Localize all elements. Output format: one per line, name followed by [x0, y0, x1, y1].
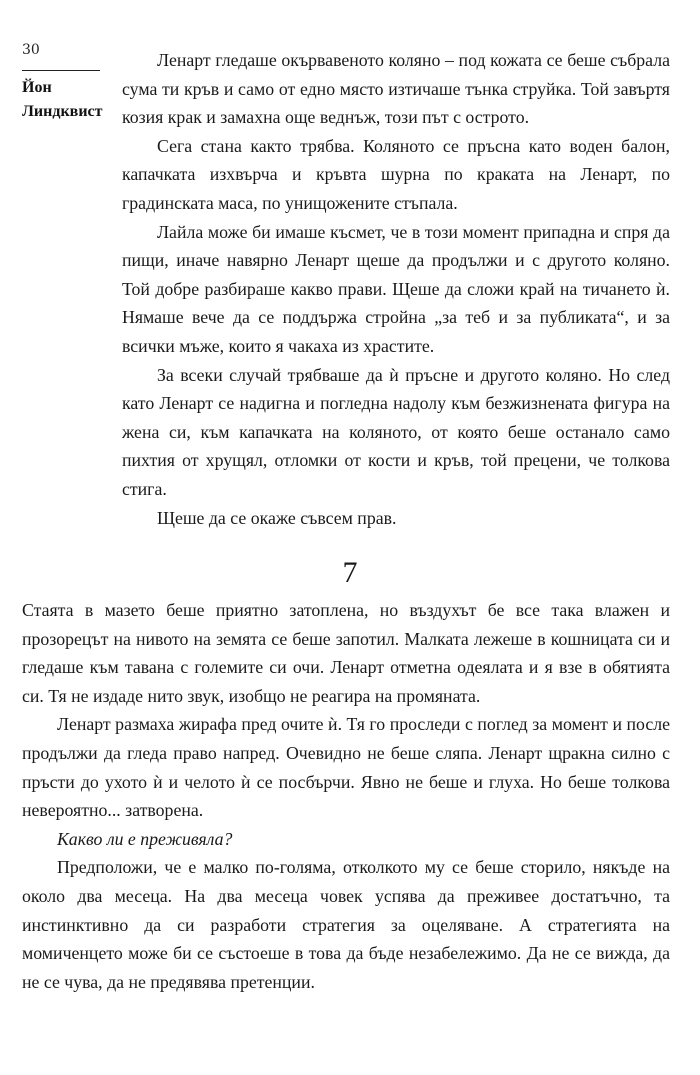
body-text-top: [122, 46, 670, 532]
paragraph: Щеше да се окаже съвсем прав.: [157, 507, 397, 528]
body-text-chapter: [22, 596, 670, 996]
paragraph: За всеки случай трябваше да ѝ пръсне и другото коляно. Но след като Ленарт се надигна и погледна надолу към безжизнената фигура на жена си, към капачката на коляното, от която беше останало само пихтия от хрущял, отломки от кости и кръв, той прецени, че толкова стига.: [122, 364, 670, 499]
author-last-name: Линдквист: [22, 103, 103, 120]
paragraph: Ленарт размаха жирафа пред очите ѝ. Тя го проследи с поглед за момент и после продължи да гледа право напред. Очевидно не беше сляпа. Ленарт щракна силно с пръсти до ухото ѝ и челото ѝ се посбърчи. Явно не беше и глуха. Но беше толкова невероятно... затворена.: [22, 714, 670, 821]
paragraph: Сега стана както трябва. Коляното се пръсна като воден балон, капачката изхвърча и кръвта шурна по краката на Ленарт, по градинската маса, по унищожените стъпала.: [122, 135, 670, 213]
paragraph: Стаята в мазето беше приятно затоплена, но въздухът бе все така влажен и прозорецът на нивото на земята се беше запотил. Малката лежеше в кошницата си и гледаше към тавана с големите си очи. Ленарт отметна одеялата и я взе в обятията си. Тя не издаде нито звук, изобщо не реагира на промяната.: [22, 600, 670, 706]
chapter-number: 7: [342, 556, 358, 589]
header-divider: [22, 70, 100, 71]
paragraph: Предположи, че е малко по-голяма, отколкото му се беше сторило, някъде на около два месеца. На два месеца човек успява да преживее достатъчно, та инстинктивно да си разработи стратегия за оцеляване. А стратегията на момиченцето може би се състоеше в това да бъде незабележимо. Да не се вижда, да не се чува, да не предявява претенции.: [22, 857, 670, 992]
paragraph: Ленарт гледаше окървавеното коляно – под кожата се беше събрала сума ти кръв и само от едно място изтичаше тънка струйка. Той завъртя козия крак и замахна още веднъж, този път с острото.: [122, 50, 670, 128]
author-first-name: Йон: [22, 79, 52, 96]
italic-paragraph: Какво ли е преживяла?: [57, 828, 233, 849]
paragraph: Лайла може би имаше късмет, че в този момент припадна и спря да пищи, иначе навярно Ленарт щеше да продължи и с другото коляно. Той добре разбираше какво прави. Щеше да сложи край на тичането ѝ. Нямаше вече да се поддържа стройна „за теб и за публиката“, и за всички мъже, които я чакаха из храстите.: [122, 221, 670, 356]
page-number: 30: [22, 42, 40, 58]
running-header-author: [22, 76, 103, 124]
